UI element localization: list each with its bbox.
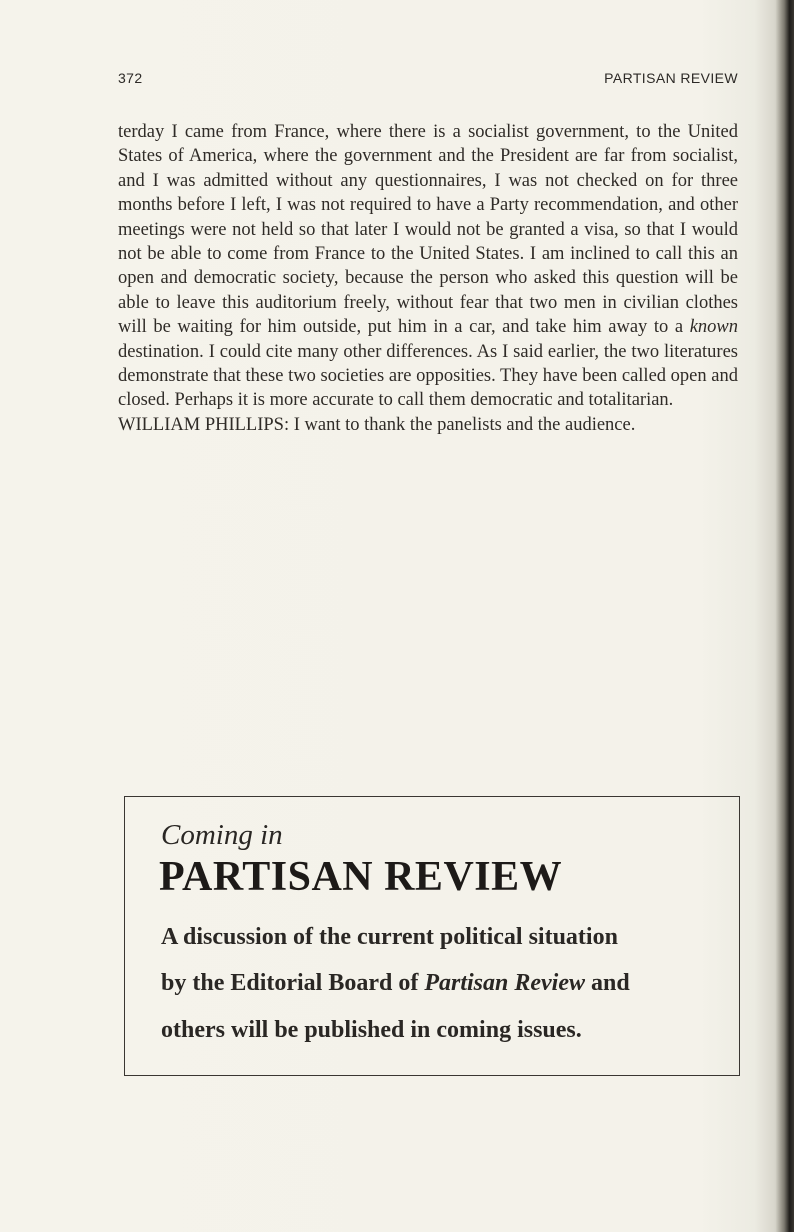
- announcement-text-segment: by the Editorial Board of: [161, 970, 425, 996]
- journal-name-header: PARTISAN REVIEW: [604, 70, 738, 86]
- book-spine-shadow: [776, 0, 794, 1232]
- closing-remark: WILLIAM PHILLIPS: I want to thank the panelists and the audience.: [118, 414, 636, 435]
- journal-name-italic: Partisan Review: [424, 970, 586, 996]
- announcement-line: A discussion of the current political situation: [161, 924, 618, 950]
- announcement-kicker: Coming in: [161, 819, 283, 851]
- announcement-box: [124, 796, 740, 1076]
- announcement-line: others will be published in coming issues.: [161, 1017, 582, 1043]
- emphasized-word: known: [689, 317, 738, 338]
- announcement-title: PARTISAN REVIEW: [159, 854, 563, 900]
- body-text-segment: destination. I could cite many other differences. As I said earlier, the two literatures demonstrate that these two societies are opposities. They have been called open and closed. Perhaps it is more accurate to call them democratic and totalitarian.: [118, 341, 738, 411]
- body-text-segment: terday I came from France, where there is a socialist government, to the United States of America, where the government and the President are far from socialist, and I was admitted without any questionnaires, I was not checked on for three months before I left, I was not required to have a Party recommendation, and other meetings were not held so that later I would not be granted a visa, so that I would not be able to come from France to the United States. I am inclined to call this an open and democratic society, because the person who asked this question will be able to leave this auditorium freely, without fear that two men in civilian clothes will be waiting for him outside, put him in a car, and take him away to a: [118, 122, 738, 338]
- body-paragraph: [118, 120, 738, 413]
- announcement-line: [161, 970, 630, 997]
- announcement-text-segment: and: [585, 970, 630, 996]
- page-number: 372: [118, 70, 143, 86]
- running-head: [118, 70, 738, 90]
- article-body: [118, 120, 738, 437]
